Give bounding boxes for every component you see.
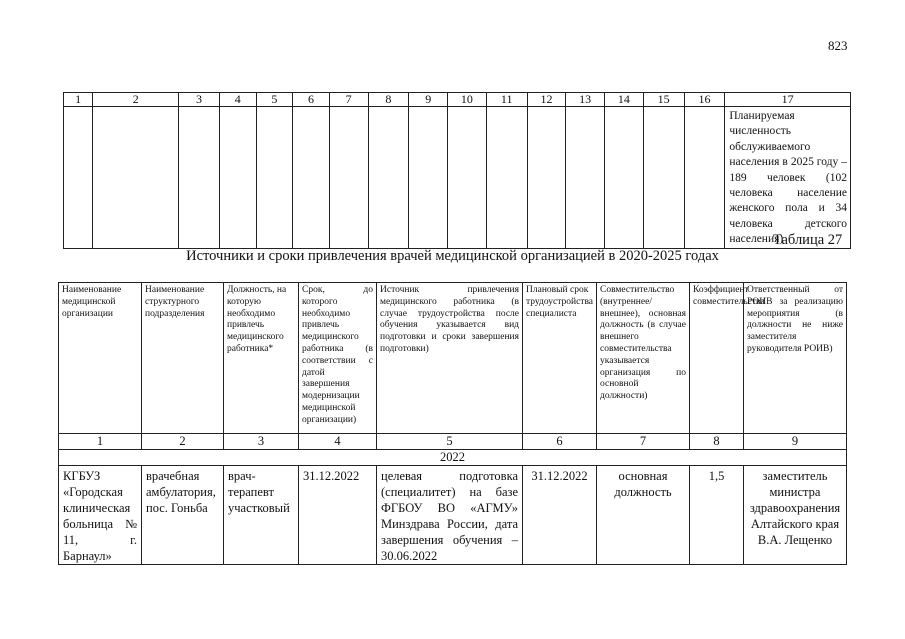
column-number-row — [59, 434, 847, 450]
cell-organization: КГБУЗ «Городская клиническая больница № 11, г. Барнаул» — [59, 466, 142, 565]
cell-position: врач-терапевт участковый — [224, 466, 299, 565]
header-combination: Совместительство (внутреннее/внешнее), основная должность (в случае внешнего совместительства указывается организация по основной должности) — [597, 283, 690, 434]
header-row — [59, 283, 847, 434]
column-number: 6 — [523, 434, 597, 450]
cell-planned-date: 31.12.2022 — [523, 466, 597, 565]
empty-cell — [684, 107, 725, 249]
cell-combination: основная должность — [597, 466, 690, 565]
table-caption: Таблица 27 — [773, 232, 843, 248]
empty-cell — [605, 107, 644, 249]
column-number: 9 — [744, 434, 847, 450]
column-number: 5 — [377, 434, 523, 450]
empty-cell — [179, 107, 220, 249]
empty-cell — [93, 107, 179, 249]
empty-cell — [64, 107, 93, 249]
empty-cell — [448, 107, 487, 249]
year-row — [59, 450, 847, 466]
empty-cell — [256, 107, 293, 249]
empty-cell — [368, 107, 409, 249]
column-number: 12 — [527, 93, 566, 107]
header-planned-date: Плановый срок трудоустройства специалиста — [523, 283, 597, 434]
cell-deadline: 31.12.2022 — [299, 466, 377, 565]
column-number: 3 — [179, 93, 220, 107]
empty-cell — [329, 107, 368, 249]
column-number-row — [64, 93, 851, 107]
header-subdivision: Наименование структурного подразделения — [142, 283, 224, 434]
column-number: 14 — [605, 93, 644, 107]
physician-recruitment-table — [58, 282, 847, 565]
header-source: Источник привлечения медицинского работника (в случае трудоустройства после обучения указывается вид подготовки и сроки завершения подготовки) — [377, 283, 523, 434]
column-number: 8 — [690, 434, 744, 450]
column-number: 1 — [64, 93, 93, 107]
cell-subdivision: врачебная амбулатория, пос. Гоньба — [142, 466, 224, 565]
column-number: 9 — [409, 93, 448, 107]
column-number: 6 — [293, 93, 330, 107]
column-number: 16 — [684, 93, 725, 107]
column-number: 4 — [219, 93, 256, 107]
column-number: 5 — [256, 93, 293, 107]
column-number: 10 — [448, 93, 487, 107]
empty-cell — [293, 107, 330, 249]
cell-responsible: заместитель министра здравоохранения Алтайского края В.А. Лещенко — [744, 466, 847, 565]
cell-coefficient: 1,5 — [690, 466, 744, 565]
column-number: 1 — [59, 434, 142, 450]
page-number: 823 — [828, 38, 848, 53]
cell-source: целевая подготовка (специалитет) на базе ФГБОУ ВО «АГМУ» Минздрава России, дата завершения обучения – 30.06.2022 — [377, 466, 523, 565]
empty-cell — [486, 107, 527, 249]
continuation-table — [63, 92, 851, 249]
empty-cell — [409, 107, 448, 249]
header-deadline: Срок, до которого необходимо привлечь медицинского работника (в соответствии с датой завершения модернизации медицинской организации) — [299, 283, 377, 434]
column-number: 15 — [643, 93, 684, 107]
column-number: 13 — [566, 93, 605, 107]
empty-cell — [219, 107, 256, 249]
column-number: 3 — [224, 434, 299, 450]
header-position: Должность, на которую необходимо привлечь медицинского работника* — [224, 283, 299, 434]
header-coefficient: Коэффициент совместительства — [690, 283, 744, 434]
table-row — [64, 107, 851, 249]
column-number: 2 — [93, 93, 179, 107]
column-number: 2 — [142, 434, 224, 450]
column-number: 17 — [725, 93, 851, 107]
empty-cell — [527, 107, 566, 249]
column-number: 8 — [368, 93, 409, 107]
year-label: 2022 — [59, 450, 847, 466]
header-organization: Наименование медицинской организации — [59, 283, 142, 434]
column-number: 11 — [486, 93, 527, 107]
population-note: Планируемая численность обслуживаемого населения в 2025 году – 189 человек (102 человека население женского пола и 34 человека детского населения) — [725, 107, 851, 249]
empty-cell — [566, 107, 605, 249]
column-number: 7 — [329, 93, 368, 107]
column-number: 7 — [597, 434, 690, 450]
column-number: 4 — [299, 434, 377, 450]
table-title: Источники и сроки привлечения врачей медицинской организацией в 2020-2025 годах — [186, 248, 719, 264]
header-responsible: Ответственный от РОИВ за реализацию мероприятия (в должности не ниже заместителя руководителя РОИВ) — [744, 283, 847, 434]
empty-cell — [643, 107, 684, 249]
table-row — [59, 466, 847, 565]
